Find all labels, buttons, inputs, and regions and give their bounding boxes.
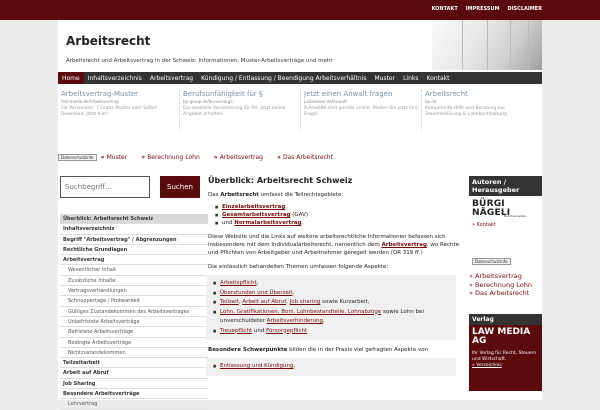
datenschutz-badge[interactable]: Datenschutzinfo [58,154,97,161]
ad-item[interactable] [58,90,179,130]
ad-url: justanswer.de/Anwalt [304,99,347,104]
law-media-logo[interactable]: LAW MEDIA AG [472,327,531,346]
site-header [58,20,542,70]
list-item: ■ Lohn, Gratifikationen, Boni, Lohnbestandteile, Lohnabzüge sowie Lohn bei unverschuldeter Arbeitsverhinderung, [212,308,454,327]
ad-url: bp.de [425,99,437,104]
topic-link[interactable]: Treuepflicht [220,327,253,334]
buergi-naegeli-logo[interactable]: BÜRGI NÄGELI Rechtsanwälte [472,200,534,220]
page-title: Überblick: Arbeitsrecht Schweiz [208,176,353,185]
search-button[interactable]: Suchen [160,176,200,198]
nav-arbeitsvertrag[interactable]: Arbeitsvertrag [149,75,194,82]
ad-item[interactable] [421,90,542,130]
topic-link[interactable]: Arbeitspflicht [220,280,257,286]
sidebar-item[interactable]: Inhaltsverzeichnis [60,224,208,234]
sidebar-item[interactable]: Vertragsverhandlungen [60,286,208,296]
right-sidebar [469,176,542,368]
list-item: ■ Treuepflicht und Fürsorgepflicht [212,327,454,337]
ad-link[interactable]: » Berechnung Lohn [141,153,200,161]
sidebar-item[interactable]: Besondere Arbeitsverträge [60,389,208,399]
topic-link[interactable]: Überstunden und Überzeit [220,289,293,296]
topic-link[interactable]: Fürsorgepflicht [266,327,308,334]
intro-text: Das Arbeitsrecht umfasst die Teilrechtsgebiete: [208,192,344,198]
topic-link[interactable]: Entlassung und Kündigung [220,363,294,369]
topic-link[interactable]: Arbeitsverhinderung [266,318,324,324]
ad-item[interactable] [300,90,421,130]
sub-areas-list [208,203,460,227]
ad-title[interactable]: Jetzt einen Anwalt fragen [304,90,393,98]
ad-links-row [58,151,542,163]
site-description: Arbeitsrecht und Arbeitsvertrag in der Schweiz: Informationen, Muster-Arbeitsverträge und mehr [66,58,333,64]
right-link-list [469,272,542,298]
list-item: ■ Gesamtarbeitsvertrag (GAV) [214,211,460,219]
sidebar-item[interactable]: Zusätzliche Inhalte [60,276,208,286]
verlag-text: Ihr Verlag für Recht, Steuern und Wirtschaft. » Verzeichnis [472,351,537,368]
list-item: ■ Überstunden und Überzeit, [212,289,454,299]
verlag-box [469,314,542,391]
list-item: ■ Einzelarbeitsvertrag, [214,203,460,211]
verlag-heading: Verlag [469,314,542,325]
paragraph-topics: Die einlässlich behandelten Themen umfassen folgende Aspekte: [208,264,389,270]
topics-list [208,279,454,336]
main-nav [58,72,542,84]
topic-link[interactable]: Arbeit auf Abruf [242,299,287,305]
paragraph-focus: Besondere Schwerpunkte bilden die in der Praxis viel gefragten Aspekte von [208,347,429,353]
top-bar [0,0,600,20]
sub-area-link[interactable]: Einzelarbeitsvertrag [222,204,286,210]
ad-block [58,90,542,130]
sidebar-item[interactable]: Wesentlicher Inhalt [60,265,208,275]
sub-area-link[interactable]: Gesamtarbeitsvertrag [222,212,291,218]
paragraph-individual: Diese Website und die Links auf weitere arbeitsrechtliche Informationen befassen sich insbesondere mit dem Individualarbeitsrecht, namentlich dem Arbeitsvertrag, wo Rechte und Pflichten von Arbeitgeber und Arbeitnehmer geregelt werden (OR 319 ff.) [208,234,460,256]
verlag-body [469,325,542,391]
nav-kontakt[interactable]: Kontakt [426,75,450,82]
right-link[interactable]: » Arbeitsvertrag [469,272,522,280]
ad-title[interactable]: Arbeitsrecht [425,90,468,98]
sidebar-item[interactable]: Befristete Arbeitsverträge [60,327,208,337]
right-link[interactable]: » Berechnung Lohn [469,280,532,289]
right-link[interactable]: » Das Arbeitsrecht [469,289,530,297]
sidebar-item[interactable]: Bedingte Arbeitsverträge [60,338,208,348]
header-image [432,20,542,70]
list-item: ■ Entlassung und Kündigung, [212,362,454,372]
ad-url: fesr-media.de/Arbeitsvertrag [61,99,119,104]
top-link-kontakt[interactable]: KONTAKT [431,6,458,12]
page-wrapper [58,20,542,408]
sidebar-item[interactable]: Unbefristete Arbeitsverträge [60,317,208,327]
main-content [208,176,460,382]
sidebar-item[interactable]: Job Sharing [60,379,208,389]
list-item: ■ und Normalarbeitsvertrag. [214,219,460,227]
datenschutz-badge[interactable]: Datenschutzinfo [472,258,511,265]
ad-url: bp-group.de/bu-vorsorge [183,99,233,104]
ad-link[interactable]: » Arbeitsvertrag [213,153,263,161]
nav-inhaltsverzeichnis[interactable]: Inhaltsverzeichnis [87,75,142,82]
ad-link[interactable]: » Das Arbeitsrecht [276,153,333,161]
kontakt-link[interactable]: » Kontakt [472,222,496,228]
topic-link[interactable]: Teilzeit [220,299,239,305]
authors-heading: Autoren / Herausgeber [469,176,542,196]
sidebar-item[interactable]: Begriff "Arbeitsvertrag" / Abgrenzungen [60,235,208,245]
top-link-impressum[interactable]: IMPRESSUM [465,6,500,12]
nav-muster[interactable]: Muster [374,75,396,82]
focus-list [208,362,454,372]
sidebar-item[interactable]: Arbeit auf Abruf [60,368,208,378]
nav-links[interactable]: Links [403,75,419,82]
topic-link[interactable]: Lohn, Gratifikationen, Boni, Lohnbestandteile, Lohnabzüge [220,308,382,315]
sidebar-item[interactable]: Nichtzustandekommen [60,348,208,358]
ad-text: Kompetente Hilfe und Beratung bei Steuererklärung & Lohnbuchhaltung [425,106,507,117]
link-arbeitsvertrag[interactable]: Arbeitsvertrag [381,242,427,248]
verlag-link[interactable]: » Verzeichnis [472,363,502,368]
top-link-disclaimer[interactable]: DISCLAIMER [507,6,542,12]
ad-link[interactable]: » Muster [100,153,128,161]
sidebar-item[interactable]: Lehrvertrag [60,399,208,409]
ad-title[interactable]: Arbeitsvertrag-Muster [61,90,139,98]
ad-text: Für Personaler: 7 Gratis Muster zum Sofort-Download. Jetzt hier! [61,106,159,117]
search-input[interactable] [60,176,150,198]
ad-text: 8 Anwälte sind gerade online. Stellen Sie jetzt Ihre Frage! [304,106,418,117]
list-item: ■ Teilzeit, Arbeit auf Abruf, Job sharing sowie Kurzarbeit, [212,298,454,308]
nav-kuendigung[interactable]: Kündigung / Entlassung / Beendigung Arbeitsverhältnis [201,75,367,82]
ad-title[interactable]: Berufsunfähigkeit für § [183,90,263,98]
sidebar-item[interactable]: Schnuppertage / Probearbeit [60,296,208,306]
sidebar-item[interactable]: Überblick: Arbeitsrecht Schweiz [60,214,208,224]
topic-link[interactable]: Job sharing [289,299,321,305]
sidebar-nav [60,214,208,410]
ad-text: Die spezielle Versicherung für RA. Jetzt online Angebot erhalten. [183,106,286,117]
nav-home[interactable]: Home [58,72,84,84]
sidebar-item[interactable]: Arbeitsvertrag [60,255,208,265]
sidebar-item[interactable]: Rechtliche Grundlagen [60,245,208,255]
topics-box [206,275,456,340]
sidebar-item[interactable]: Teilzeitarbeit [60,358,208,368]
focus-box [206,358,456,376]
site-title[interactable]: Arbeitsrecht [66,34,151,48]
top-links [424,6,543,12]
sub-area-link[interactable]: Normalarbeitsvertrag [234,220,302,226]
ad-item[interactable] [179,90,300,130]
sidebar-item[interactable]: Gültiges Zustandekommen des Arbeitsvertrages [60,307,208,317]
list-item: ■ Arbeitspflicht, [212,279,454,289]
